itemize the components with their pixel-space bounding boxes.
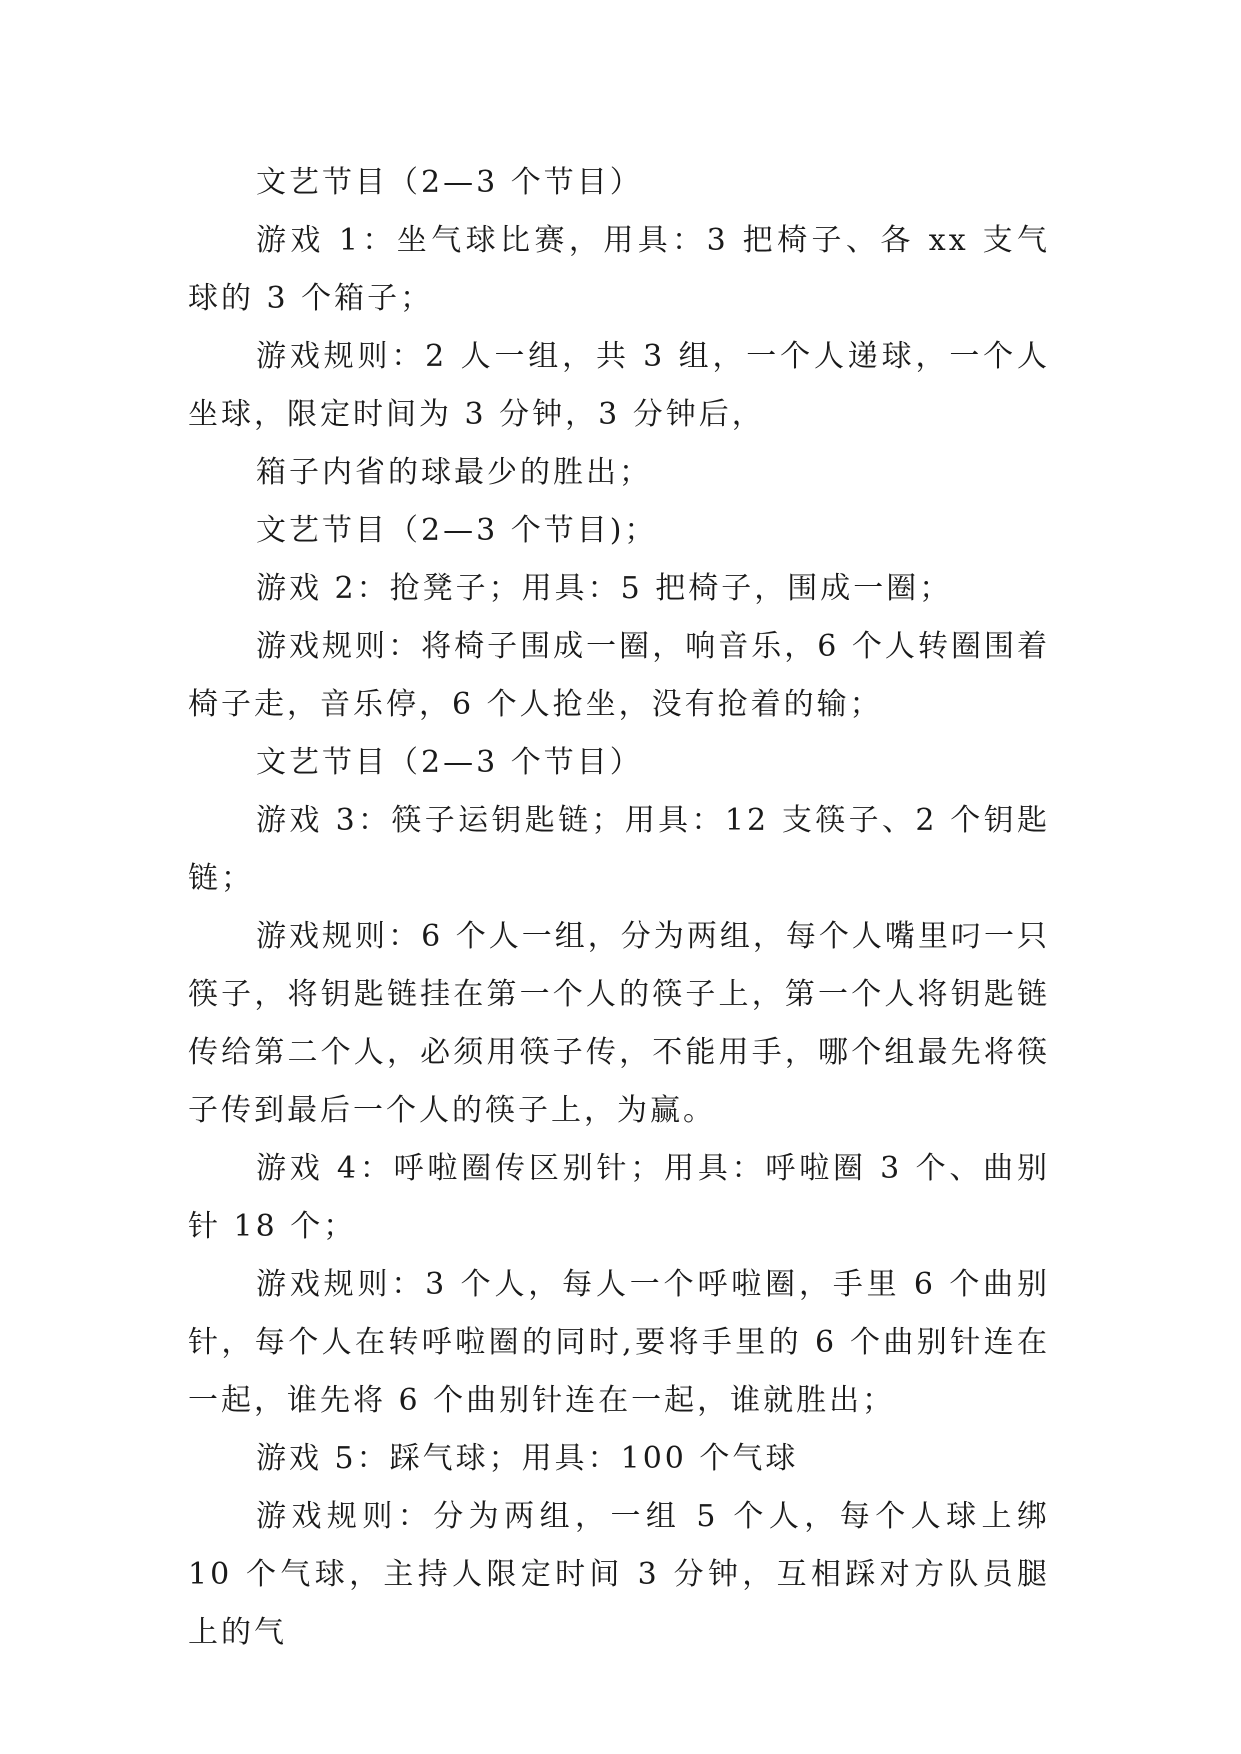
paragraph: 游戏规则：分为两组，一组 5 个人，每个人球上绑 10 个气球，主持人限定时间 3 分钟，互相踩对方队员腿上的气: [188, 1499, 1050, 1650]
paragraph: 游戏 5：踩气球；用具：100 个气球: [256, 1441, 799, 1476]
paragraph: 游戏 4：呼啦圈传区别针；用具：呼啦圈 3 个、曲别针 18 个；: [188, 1151, 1050, 1244]
paragraph: 游戏规则：6 个人一组，分为两组，每个人嘴里叼一只筷子，将钥匙链挂在第一个人的筷子上，第一个人将钥匙链传给第二个人，必须用筷子传，不能用手，哪个组最先将筷子传到最后一个人的筷子上，为赢。: [188, 919, 1050, 1128]
paragraph: 文艺节目（2—3 个节目）: [256, 745, 643, 780]
paragraph: 文艺节目（2—3 个节目)；: [256, 513, 658, 548]
paragraph: 游戏规则：将椅子围成一圈，响音乐，6 个人转圈围着椅子走，音乐停，6 个人抢坐，没有抢着的输；: [188, 629, 1050, 722]
paragraph: 游戏规则：3 个人，每人一个呼啦圈，手里 6 个曲别针，每个人在转呼啦圈的同时,要将手里的 6 个曲别针连在一起，谁先将 6 个曲别针连在一起，谁就胜出；: [188, 1267, 1050, 1418]
paragraph: 游戏 3：筷子运钥匙链；用具：12 支筷子、2 个钥匙链；: [188, 803, 1050, 896]
document-body: [188, 154, 1050, 1662]
paragraph: 文艺节目（2—3 个节目）: [256, 165, 643, 200]
paragraph: 游戏 2：抢凳子；用具：5 把椅子，围成一圈；: [256, 571, 953, 606]
paragraph: 游戏规则：2 人一组，共 3 组，一个人递球，一个人坐球，限定时间为 3 分钟，3 分钟后，: [188, 339, 1050, 432]
paragraph: 箱子内省的球最少的胜出；: [256, 455, 652, 490]
paragraph: 游戏 1：坐气球比赛，用具：3 把椅子、各 xx 支气球的 3 个箱子；: [188, 223, 1050, 316]
